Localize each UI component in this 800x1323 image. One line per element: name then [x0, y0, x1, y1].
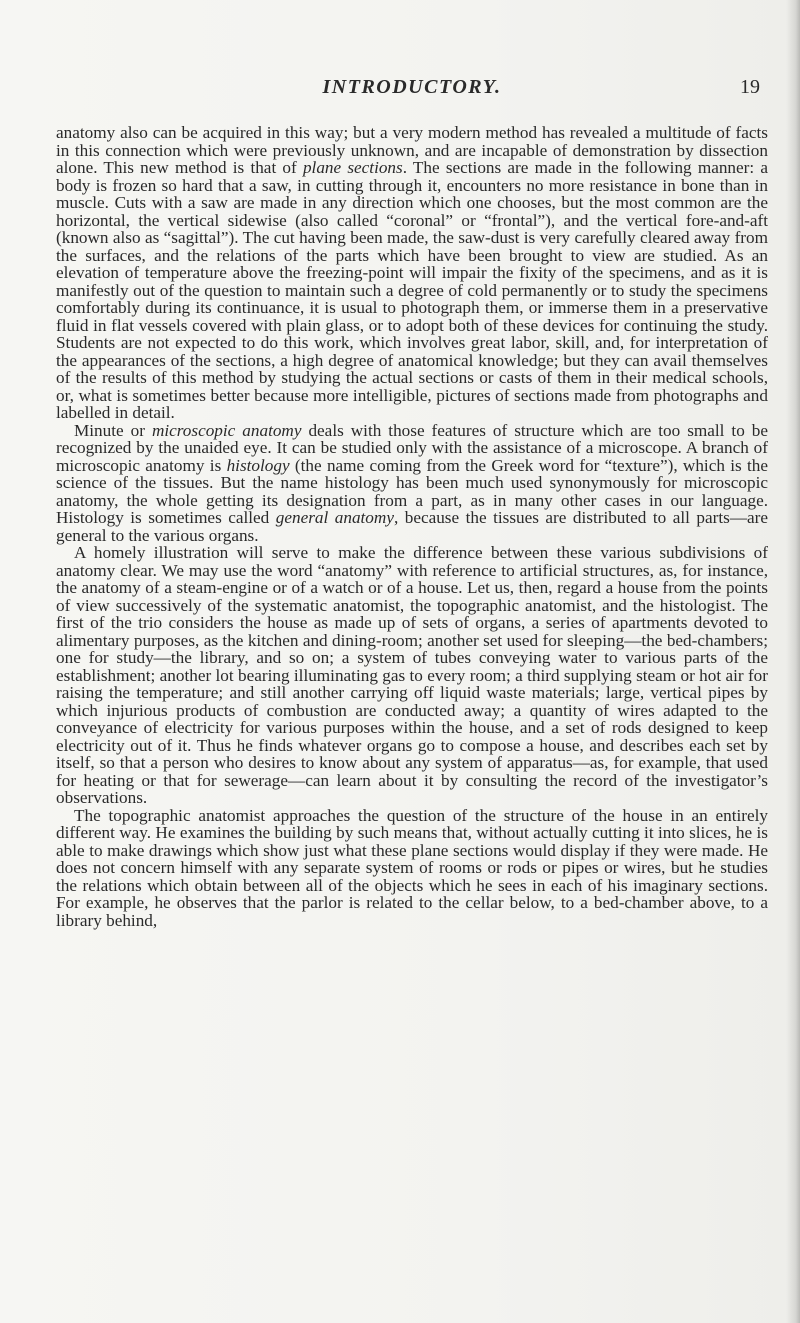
text-run: anatomy also can be acquired in this way; but a very modern method has revealed a multitude of facts in this connection which were previously unknown, and are incapable of demonstration by dissection alone. This new method is that of — [56, 123, 768, 177]
text-run: The topographic anatomist approaches the question of the structure of the house in an entirely different way. He examines the building by such means that, without actually cutting it into slices, he is able to make drawings which show just what these plane sections would display if they were made. He does not concern himself with any separate system of rooms or rods or pipes or wires, but he studies the relations which obtain between all of the objects which he sees in each of his imaginary sections. For example, he observes that the parlor is related to the cellar below, to a bed-chamber above, to a library behind, — [56, 805, 768, 930]
text-run: (the name coming from the Greek word for “texture”), which is the science of the tissues. But the name histology has been much used synonymously for microscopic anatomy, the whole getting its designation from a part, as in many other cases in our language. Histology is sometimes called — [56, 455, 768, 527]
paragraph — [56, 544, 768, 807]
italic-term: histology — [226, 455, 290, 475]
text-run: . The sections are made in the following manner: a body is frozen so hard that a saw, in cutting through it, encounters no more resistance in bone than in muscle. Cuts with a saw are made in any direction which one chooses, but the most common are the horizontal, the vertical sidewise (also called “coronal” or “frontal”), and the vertical fore-and-aft (known also as “sagittal”). The cut having been made, the saw-dust is very carefully cleared away from the surfaces, and the relations of the parts which have been brought to view are studied. As an elevation of temperature above the freezing-point will impair the fixity of the specimens, and as it is manifestly out of the question to maintain such a degree of cold permanently or to study the specimens comfortably during its continuance, it is usual to photograph them, or immerse them in a preservative fluid in flat vessels covered with plain glass, or to adopt both of these devices for continuing the study. Students are not expected to do this work, which involves great labor, skill, and, for interpretation of the appearances of the sections, a high degree of anatomical knowledge; but they can avail themselves of the results of this method by studying the actual sections or casts of them in their medical schools, or, what is sometimes better because more intelligible, pictures of sections made from photographs and labelled in detail. — [56, 158, 768, 422]
italic-term: general anatomy — [275, 508, 394, 527]
page-number: 19 — [740, 76, 760, 98]
text-run: deals with those features of structure which are too small to be recognized by the unaided eye. It can be studied only with the assistance of a microscope. A branch of microscopic anatomy is — [56, 420, 769, 475]
paragraph — [56, 124, 768, 422]
running-head: INTRODUCTORY. — [322, 76, 502, 98]
body-text — [56, 124, 768, 929]
text-run: , because the tissues are distributed to all parts—are general to the various organs. — [56, 508, 768, 545]
paragraph — [56, 422, 768, 545]
italic-term: plane sections — [302, 158, 403, 177]
paragraph — [56, 807, 768, 930]
italic-term: microscopic anatomy — [151, 420, 302, 440]
page-header — [56, 76, 768, 104]
page-edge-shadow — [786, 0, 800, 1323]
text-run: Minute or — [74, 420, 152, 440]
text-run: A homely illustration will serve to make the difference between these various subdivisions of anatomy clear. We may use the word “anatomy” with reference to artificial structures, as, for instance, the anatomy of a steam-engine or of a watch or of a house. Let us, then, regard a house from the points of view successively of the systematic anatomist, the topographic anatomist, and the histologist. The first of the trio considers the house as made up of sets of organs, a series of apartments devoted to alimentary purposes, as the kitchen and dining-room; another set used for sleeping—the bed-chambers; one for study—the library, and so on; a system of tubes conveying water to various parts of the establishment; another lot bearing illuminating gas to every room; a third supplying steam or hot air for raising the temperature; and still another carrying off liquid waste materials; large, vertical pipes by which injurious products of combustion are conducted away; a quantity of wires adapted to the conveyance of electricity for various purposes within the house, and a set of rods designed to keep electricity out of it. Thus he finds whatever organs go to compose a house, and describes each set by itself, so that a person who desires to know about any system of apparatus—as, for example, that used for heating or that for sewerage—can learn about it by consulting the record of the investigator’s observations. — [56, 543, 768, 807]
